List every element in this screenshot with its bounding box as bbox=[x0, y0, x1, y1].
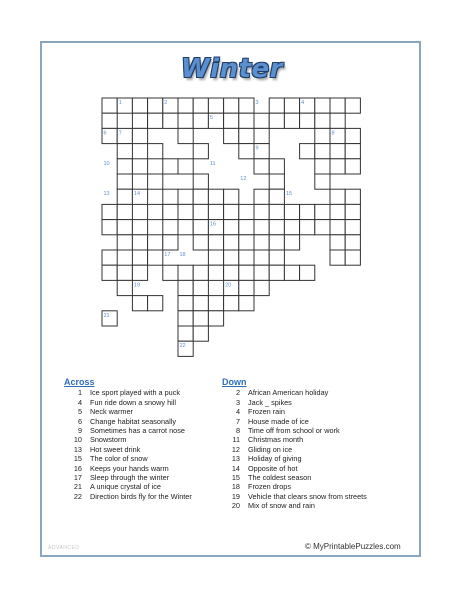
clue-number: 19 bbox=[133, 282, 141, 289]
grid-cell[interactable] bbox=[315, 98, 330, 113]
grid-cell[interactable] bbox=[208, 250, 223, 265]
clue-number: 18 bbox=[179, 252, 186, 258]
grid-cell[interactable] bbox=[269, 265, 284, 280]
grid-cell[interactable] bbox=[117, 204, 132, 219]
clue-item-text: Keeps your hands warm bbox=[90, 463, 169, 473]
grid-cell[interactable] bbox=[163, 189, 178, 204]
grid-cell[interactable] bbox=[163, 220, 178, 235]
grid-cell[interactable] bbox=[193, 220, 208, 235]
clue-item-text: Gliding on ice bbox=[248, 444, 293, 454]
grid-cell[interactable] bbox=[254, 265, 269, 280]
grid-cell[interactable] bbox=[330, 204, 345, 219]
grid-cell[interactable] bbox=[330, 235, 345, 250]
grid-cell[interactable] bbox=[208, 98, 223, 113]
grid-cell[interactable] bbox=[239, 220, 254, 235]
clue-item bbox=[222, 501, 367, 510]
grid-cell[interactable] bbox=[315, 113, 330, 128]
grid-cell[interactable] bbox=[254, 235, 269, 250]
clue-item-number: 12 bbox=[231, 444, 240, 454]
grid-cell[interactable] bbox=[193, 204, 208, 219]
grid-cell[interactable] bbox=[117, 220, 132, 235]
grid-cell[interactable] bbox=[224, 128, 239, 143]
grid-cell[interactable] bbox=[102, 204, 117, 219]
clue-item-number: 9 bbox=[77, 426, 82, 436]
grid-cell[interactable] bbox=[193, 98, 208, 113]
clue-item-number: 13 bbox=[73, 444, 82, 454]
clue-number: 11 bbox=[209, 160, 216, 167]
grid-cell[interactable] bbox=[193, 280, 208, 295]
clue-item bbox=[64, 464, 192, 473]
grid-cell[interactable] bbox=[224, 235, 239, 250]
clue-item-number: 1 bbox=[77, 388, 82, 398]
grid-cell[interactable] bbox=[178, 113, 193, 128]
grid-cell[interactable] bbox=[148, 250, 163, 265]
grid-cell[interactable] bbox=[239, 204, 254, 219]
grid-cell[interactable] bbox=[284, 98, 299, 113]
grid-cell[interactable] bbox=[300, 220, 315, 235]
clue-item-number: 22 bbox=[73, 491, 82, 501]
clue-item bbox=[64, 398, 192, 407]
grid-cell[interactable] bbox=[224, 296, 239, 311]
grid-cell[interactable] bbox=[239, 235, 254, 250]
grid-cell[interactable] bbox=[208, 204, 223, 219]
grid-cell[interactable] bbox=[345, 204, 360, 219]
grid-cell[interactable] bbox=[345, 235, 360, 250]
clue-item-text: Ice sport played with a puck bbox=[90, 388, 181, 398]
grid-cell[interactable] bbox=[178, 326, 193, 341]
clue-item-text: Frozen drops bbox=[248, 482, 291, 492]
clue-number: 8 bbox=[331, 130, 335, 137]
grid-cell[interactable] bbox=[102, 98, 117, 113]
grid-cell[interactable] bbox=[284, 204, 299, 219]
clue-item bbox=[222, 482, 367, 491]
grid-cell[interactable] bbox=[284, 113, 299, 128]
clue-item-number: 18 bbox=[231, 482, 240, 492]
clue-number: 5 bbox=[209, 115, 213, 122]
clue-item-text: Change habitat seasonally bbox=[90, 416, 177, 426]
grid-cell[interactable] bbox=[330, 98, 345, 113]
clue-item bbox=[222, 388, 367, 397]
clue-item-number: 3 bbox=[235, 397, 240, 407]
grid-cell[interactable] bbox=[117, 159, 132, 174]
clue-number: 16 bbox=[209, 221, 217, 228]
clue-item-text: Mix of snow and rain bbox=[248, 501, 315, 511]
clue-item-number: 2 bbox=[235, 388, 240, 398]
clue-item-text: The coldest season bbox=[248, 473, 312, 483]
grid-cell[interactable] bbox=[132, 250, 147, 265]
grid-cell[interactable] bbox=[239, 296, 254, 311]
grid-cell[interactable] bbox=[330, 189, 345, 204]
clue-item bbox=[222, 492, 367, 501]
grid-cell[interactable] bbox=[224, 250, 239, 265]
clue-item bbox=[64, 435, 192, 444]
clue-number: 20 bbox=[225, 282, 232, 289]
grid-cell[interactable] bbox=[132, 235, 147, 250]
clue-item bbox=[64, 426, 192, 435]
clue-item-text: Direction birds fly for the Winter bbox=[90, 491, 192, 501]
clue-item-number: 19 bbox=[231, 491, 240, 501]
grid-cell[interactable] bbox=[148, 204, 163, 219]
grid-cell[interactable] bbox=[330, 220, 345, 235]
clue-item bbox=[222, 417, 367, 426]
grid-cell[interactable] bbox=[330, 113, 345, 128]
grid-cell[interactable] bbox=[163, 159, 178, 174]
grid-cell[interactable] bbox=[239, 265, 254, 280]
grid-cell[interactable] bbox=[102, 113, 117, 128]
clue-item-text: African American holiday bbox=[248, 388, 329, 398]
grid-cell[interactable] bbox=[132, 159, 147, 174]
grid-cell[interactable] bbox=[163, 113, 178, 128]
clue-item-text: Snowstorm bbox=[90, 435, 127, 445]
clue-item-number: 15 bbox=[73, 454, 82, 464]
grid-cell[interactable] bbox=[193, 296, 208, 311]
clue-number: 10 bbox=[103, 160, 110, 167]
grid-cell[interactable] bbox=[178, 128, 193, 143]
clue-item-number: 6 bbox=[77, 416, 82, 426]
grid-cell[interactable] bbox=[284, 220, 299, 235]
grid-cell[interactable] bbox=[345, 250, 360, 265]
clue-item-text: Vehicle that clears snow from streets bbox=[248, 491, 367, 501]
grid-cell[interactable] bbox=[208, 235, 223, 250]
grid-cell[interactable] bbox=[254, 220, 269, 235]
clue-item-text: A unique crystal of ice bbox=[90, 482, 161, 492]
clue-item-number: 8 bbox=[235, 426, 240, 436]
grid-cell[interactable] bbox=[163, 235, 178, 250]
clue-number: 12 bbox=[240, 176, 247, 182]
down-clues bbox=[222, 378, 367, 511]
grid-cell[interactable] bbox=[254, 113, 269, 128]
grid-cell[interactable] bbox=[224, 189, 239, 204]
grid-cell[interactable] bbox=[224, 204, 239, 219]
clue-item bbox=[222, 464, 367, 473]
grid-cell[interactable] bbox=[254, 189, 269, 204]
grid-cell[interactable] bbox=[148, 235, 163, 250]
clue-item-number: 16 bbox=[73, 463, 82, 473]
clue-item-number: 21 bbox=[73, 482, 82, 492]
clue-number: 4 bbox=[301, 100, 305, 106]
grid-cell[interactable] bbox=[269, 220, 284, 235]
grid-cell[interactable] bbox=[224, 113, 239, 128]
clue-item bbox=[64, 454, 192, 463]
clue-item bbox=[64, 417, 192, 426]
clue-number: 14 bbox=[133, 191, 141, 198]
clue-item bbox=[64, 388, 192, 397]
clue-number: 17 bbox=[164, 252, 171, 258]
grid-cell[interactable] bbox=[254, 159, 269, 174]
grid-cell[interactable] bbox=[315, 174, 330, 189]
clue-item-text: Christmas month bbox=[248, 435, 304, 445]
grid-cell[interactable] bbox=[193, 311, 208, 326]
grid-cell[interactable] bbox=[330, 159, 345, 174]
clue-number: 9 bbox=[255, 145, 259, 152]
grid-cell[interactable] bbox=[224, 265, 239, 280]
grid-cell[interactable] bbox=[148, 113, 163, 128]
grid-cell[interactable] bbox=[148, 296, 163, 311]
grid-cell[interactable] bbox=[117, 235, 132, 250]
grid-cell[interactable] bbox=[254, 204, 269, 219]
grid-cell[interactable] bbox=[330, 250, 345, 265]
clue-number: 13 bbox=[103, 191, 110, 198]
grid-cell[interactable] bbox=[300, 144, 315, 159]
grid-cell[interactable] bbox=[132, 265, 147, 280]
clue-item bbox=[222, 454, 367, 463]
grid-cell[interactable] bbox=[193, 174, 208, 189]
grid-cell[interactable] bbox=[254, 280, 269, 295]
clue-item-text: Fun ride down a snowy hill bbox=[90, 397, 176, 407]
clue-item-text: Frozen rain bbox=[248, 407, 285, 417]
grid-cell[interactable] bbox=[315, 159, 330, 174]
grid-cell[interactable] bbox=[148, 98, 163, 113]
grid-cell[interactable] bbox=[345, 189, 360, 204]
grid-cell[interactable] bbox=[239, 113, 254, 128]
clue-item-text: Opposite of hot bbox=[248, 463, 298, 473]
grid-cell[interactable] bbox=[224, 98, 239, 113]
grid-cell[interactable] bbox=[345, 98, 360, 113]
grid-cell[interactable] bbox=[178, 159, 193, 174]
clue-item-number: 20 bbox=[231, 501, 240, 511]
grid-cell[interactable] bbox=[345, 159, 360, 174]
grid-cell[interactable] bbox=[269, 204, 284, 219]
grid-cell[interactable] bbox=[239, 144, 254, 159]
clue-item-text: Sleep through the winter bbox=[90, 473, 170, 483]
grid-cell[interactable] bbox=[300, 113, 315, 128]
grid-cell[interactable] bbox=[132, 128, 147, 143]
grid-cell[interactable] bbox=[102, 265, 117, 280]
grid-cell[interactable] bbox=[193, 326, 208, 341]
clue-item-number: 5 bbox=[77, 407, 82, 417]
clue-item-number: 4 bbox=[77, 397, 82, 407]
across-heading: Across bbox=[64, 377, 95, 387]
down-clue-list bbox=[222, 388, 367, 510]
clue-item-number: 11 bbox=[232, 435, 240, 445]
clue-item-number: 7 bbox=[235, 416, 240, 426]
grid-cell[interactable] bbox=[178, 189, 193, 204]
grid-cell[interactable] bbox=[330, 144, 345, 159]
clue-number: 3 bbox=[255, 100, 259, 106]
grid-cell[interactable] bbox=[148, 174, 163, 189]
grid-cell[interactable] bbox=[178, 98, 193, 113]
grid-cell[interactable] bbox=[239, 250, 254, 265]
grid-cell[interactable] bbox=[193, 265, 208, 280]
clue-item-number: 15 bbox=[231, 473, 240, 483]
grid-cell[interactable] bbox=[269, 189, 284, 204]
grid-cell[interactable] bbox=[208, 265, 223, 280]
clue-item-text: House made of ice bbox=[248, 416, 309, 426]
grid-cell[interactable] bbox=[132, 296, 147, 311]
clue-item bbox=[222, 398, 367, 407]
grid-cell[interactable] bbox=[117, 280, 132, 295]
grid-cell[interactable] bbox=[345, 128, 360, 143]
across-clue-list bbox=[64, 388, 192, 501]
grid-cell[interactable] bbox=[193, 113, 208, 128]
clue-item-text: Jack _ spikes bbox=[248, 397, 292, 407]
grid-cell[interactable] bbox=[269, 174, 284, 189]
grid-cell[interactable] bbox=[315, 204, 330, 219]
grid-cell[interactable] bbox=[163, 204, 178, 219]
clue-item bbox=[222, 407, 367, 416]
clue-number: 21 bbox=[103, 312, 110, 319]
grid-cell[interactable] bbox=[178, 204, 193, 219]
grid-cell[interactable] bbox=[132, 98, 147, 113]
grid-cell[interactable] bbox=[269, 159, 284, 174]
grid-cell[interactable] bbox=[117, 174, 132, 189]
puzzle-title: Winter bbox=[181, 54, 283, 84]
grid-cell[interactable] bbox=[117, 265, 132, 280]
grid-cell[interactable] bbox=[193, 144, 208, 159]
grid-cell[interactable] bbox=[315, 128, 330, 143]
grid-cell[interactable] bbox=[315, 144, 330, 159]
grid-cell[interactable] bbox=[193, 235, 208, 250]
grid-cell[interactable] bbox=[208, 296, 223, 311]
grid-cell[interactable] bbox=[148, 144, 163, 159]
clue-number: 22 bbox=[179, 343, 186, 350]
clue-number: 6 bbox=[103, 130, 107, 137]
grid-cell[interactable] bbox=[178, 311, 193, 326]
clue-item-text: The color of snow bbox=[90, 454, 148, 464]
clue-item bbox=[64, 492, 192, 501]
grid-cell[interactable] bbox=[300, 204, 315, 219]
grid-cell[interactable] bbox=[178, 265, 193, 280]
grid-cell[interactable] bbox=[224, 220, 239, 235]
grid-cell[interactable] bbox=[269, 235, 284, 250]
clue-item-text: Time off from school or work bbox=[248, 426, 340, 436]
grid-cell[interactable] bbox=[117, 144, 132, 159]
grid-cell[interactable] bbox=[284, 235, 299, 250]
clue-item bbox=[222, 435, 367, 444]
clue-item bbox=[64, 445, 192, 454]
grid-cell[interactable] bbox=[178, 296, 193, 311]
grid-cell[interactable] bbox=[132, 220, 147, 235]
difficulty-label: ADVANCED bbox=[48, 545, 80, 551]
grid-cell[interactable] bbox=[132, 113, 147, 128]
grid-cell[interactable] bbox=[102, 250, 117, 265]
clue-item-number: 17 bbox=[73, 473, 82, 483]
clue-item-text: Hot sweet drink bbox=[90, 444, 141, 454]
clue-item bbox=[222, 473, 367, 482]
clue-item-text: Sometimes has a carrot nose bbox=[90, 426, 185, 436]
grid-cell[interactable] bbox=[239, 280, 254, 295]
grid-cell[interactable] bbox=[239, 98, 254, 113]
clue-item bbox=[222, 426, 367, 435]
grid-cell[interactable] bbox=[163, 265, 178, 280]
grid-cell[interactable] bbox=[208, 311, 223, 326]
grid-cell[interactable] bbox=[178, 220, 193, 235]
clue-item-text: Neck warmer bbox=[90, 407, 133, 417]
clue-item bbox=[64, 407, 192, 416]
clue-item-number: 13 bbox=[231, 454, 240, 464]
grid-cell[interactable] bbox=[254, 128, 269, 143]
clue-item-number: 4 bbox=[235, 407, 240, 417]
grid-cell[interactable] bbox=[117, 189, 132, 204]
grid-cell[interactable] bbox=[315, 220, 330, 235]
grid-cell[interactable] bbox=[345, 144, 360, 159]
clue-item bbox=[222, 445, 367, 454]
grid-cell[interactable] bbox=[300, 265, 315, 280]
clue-number: 1 bbox=[118, 100, 122, 106]
grid-cell[interactable] bbox=[239, 128, 254, 143]
site-credit: © MyPrintablePuzzles.com bbox=[305, 542, 401, 551]
clue-item-number: 14 bbox=[231, 463, 240, 473]
across-clues bbox=[64, 378, 192, 501]
clue-number: 2 bbox=[164, 100, 168, 106]
clue-number: 15 bbox=[285, 191, 293, 198]
clue-item-number: 10 bbox=[73, 435, 82, 445]
grid-cell[interactable] bbox=[269, 250, 284, 265]
clue-item bbox=[64, 473, 192, 482]
grid-cell[interactable] bbox=[269, 98, 284, 113]
clue-item bbox=[64, 482, 192, 491]
grid-cell[interactable] bbox=[269, 113, 284, 128]
grid-cell[interactable] bbox=[254, 250, 269, 265]
down-heading: Down bbox=[222, 377, 247, 387]
grid-cell[interactable] bbox=[208, 189, 223, 204]
grid-cell[interactable] bbox=[284, 265, 299, 280]
grid-cell[interactable] bbox=[193, 189, 208, 204]
clue-item-text: Holiday of giving bbox=[248, 454, 302, 464]
grid-cell[interactable] bbox=[178, 280, 193, 295]
grid-cell[interactable] bbox=[345, 220, 360, 235]
grid-cell[interactable] bbox=[102, 220, 117, 235]
clue-number: 7 bbox=[118, 130, 122, 137]
